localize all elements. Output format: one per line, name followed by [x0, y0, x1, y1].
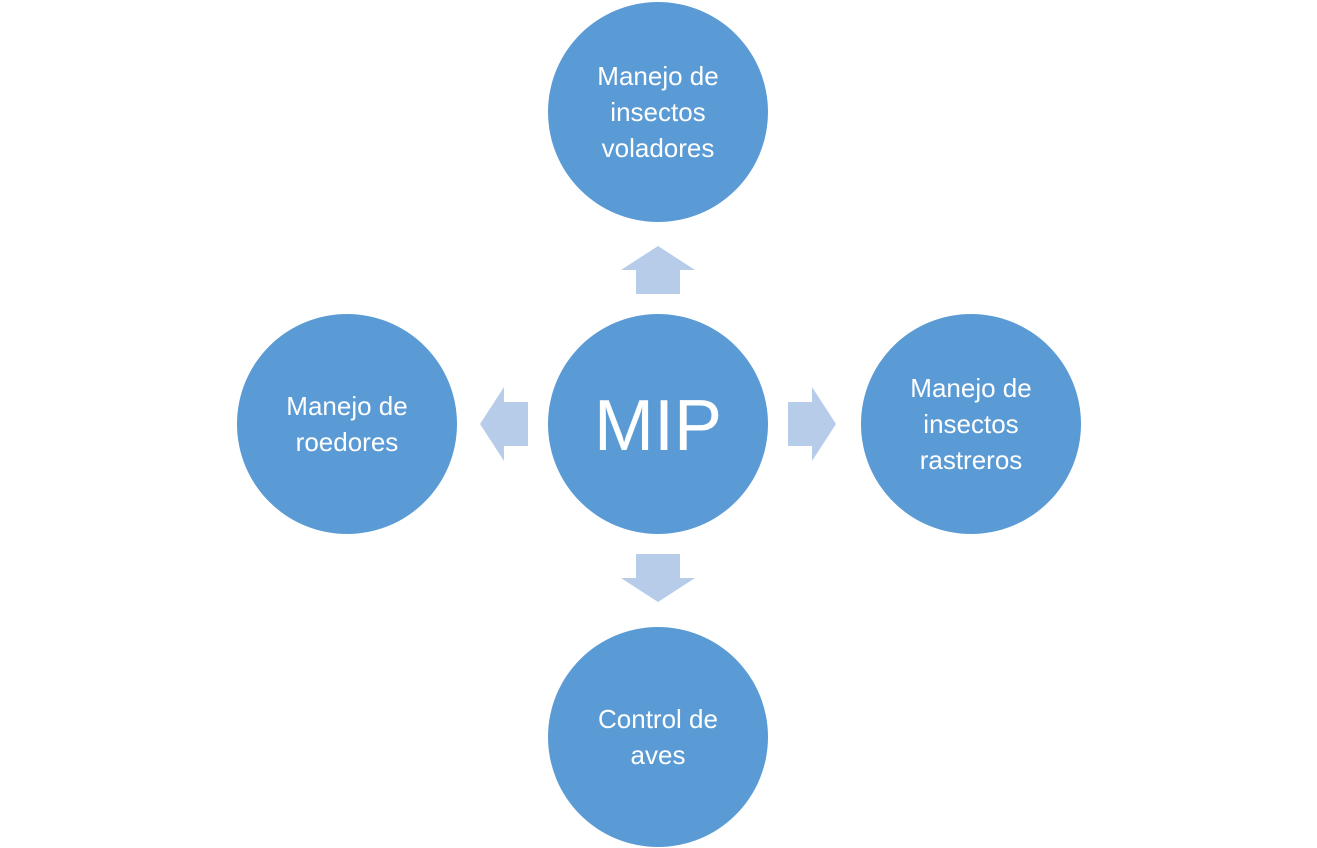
- center-node-mip: [548, 314, 768, 534]
- arrow-down-icon: [621, 554, 695, 602]
- arrow-up-icon: [621, 246, 695, 294]
- arrow-left-icon: [480, 387, 528, 461]
- node-crawling-insects-label: Manejo de insectos rastreros: [910, 373, 1032, 475]
- node-flying-insects-label: Manejo de insectos voladores: [597, 61, 719, 163]
- node-bird-control-label: Control de aves: [598, 704, 718, 770]
- node-rodents: [237, 314, 457, 534]
- node-crawling-insects: [861, 314, 1081, 534]
- center-node-label: MIP: [593, 386, 722, 466]
- arrow-right-icon: [788, 387, 836, 461]
- node-bird-control: [548, 627, 768, 847]
- node-rodents-label: Manejo de roedores: [286, 391, 408, 457]
- node-flying-insects: [548, 2, 768, 222]
